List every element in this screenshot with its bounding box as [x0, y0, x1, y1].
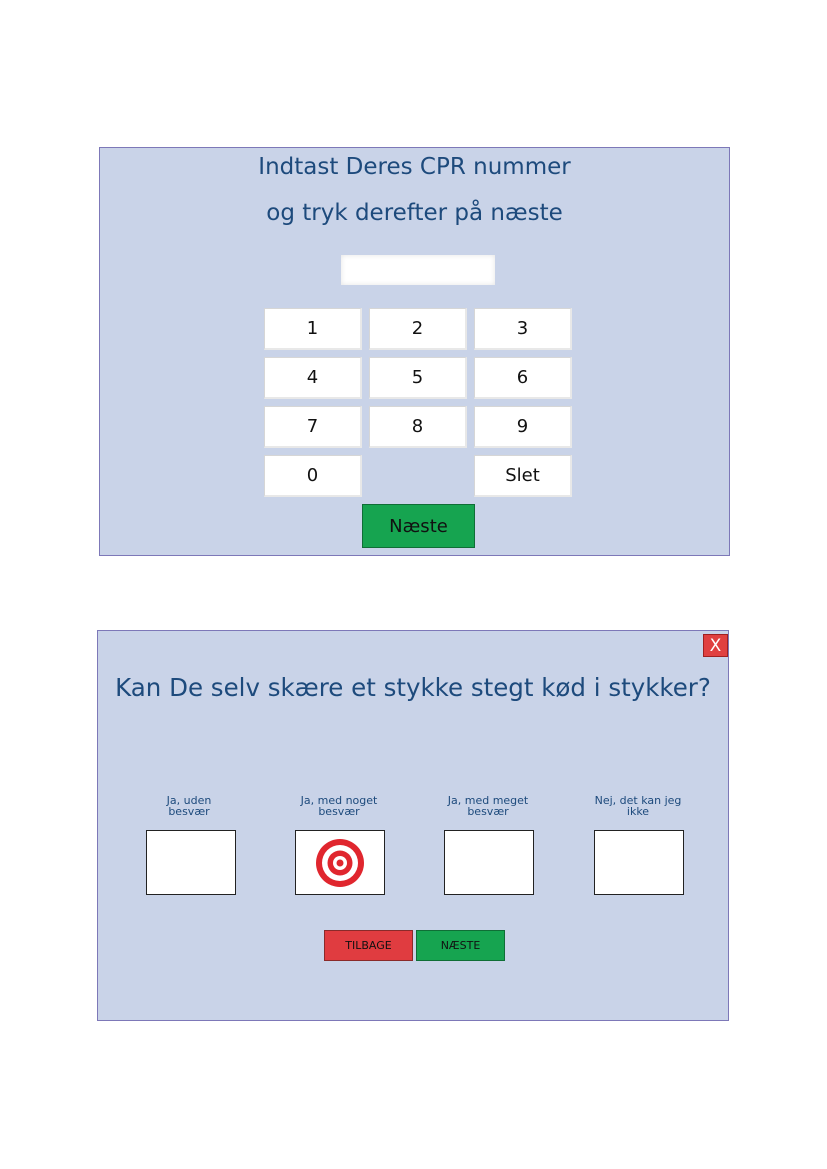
close-icon: X — [709, 635, 722, 656]
cpr-title-line1: Indtast Deres CPR nummer — [258, 154, 571, 180]
option-label-4: Nej, det kan jeg ikke — [594, 794, 682, 818]
keypad-key-4[interactable]: 4 — [264, 357, 362, 399]
keypad-key-3[interactable]: 3 — [474, 308, 572, 350]
keypad-key-2[interactable]: 2 — [369, 308, 467, 350]
target-icon — [314, 837, 366, 889]
close-button[interactable] — [703, 634, 728, 657]
cpr-entry-panel — [99, 147, 730, 556]
option-box-3[interactable] — [444, 830, 534, 895]
next-button[interactable]: Næste — [362, 504, 475, 548]
cpr-title-line2: og tryk derefter på næste — [266, 200, 563, 226]
option-label-3: Ja, med meget besvær — [447, 794, 529, 818]
option-box-4[interactable] — [594, 830, 684, 895]
cpr-input[interactable] — [341, 255, 495, 285]
keypad-key-8[interactable]: 8 — [369, 406, 467, 448]
option-label-2: Ja, med noget besvær — [300, 794, 378, 818]
option-label-1: Ja, uden besvær — [166, 794, 212, 818]
question-panel — [97, 630, 729, 1021]
back-button[interactable]: TILBAGE — [324, 930, 413, 961]
keypad-key-5[interactable]: 5 — [369, 357, 467, 399]
next-button-2[interactable]: NÆSTE — [416, 930, 505, 961]
keypad-key-9[interactable]: 9 — [474, 406, 572, 448]
keypad-key-6[interactable]: 6 — [474, 357, 572, 399]
keypad-key-1[interactable]: 1 — [264, 308, 362, 350]
delete-button[interactable]: Slet — [474, 455, 572, 497]
keypad-key-7[interactable]: 7 — [264, 406, 362, 448]
option-box-1[interactable] — [146, 830, 236, 895]
keypad-key-0[interactable]: 0 — [264, 455, 362, 497]
option-box-2[interactable] — [295, 830, 385, 895]
question-text: Kan De selv skære et stykke stegt kød i stykker? — [115, 673, 711, 702]
